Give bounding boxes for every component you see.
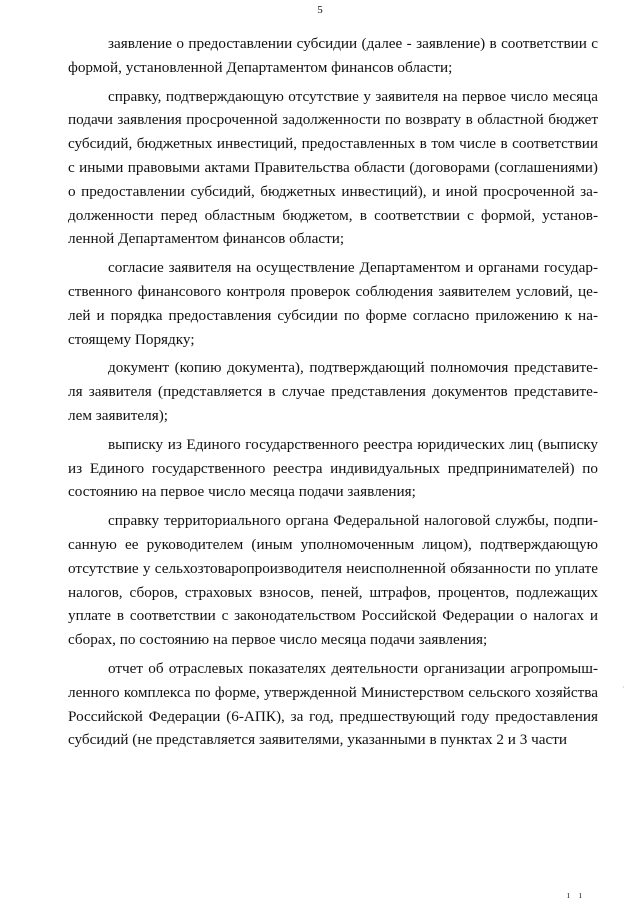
scan-mark: ı [567,890,570,901]
document-body [68,32,598,752]
scan-mark: ı [579,890,582,901]
paragraph-tax-certificate: справку территориального органа Федеральной налоговой службы, подписанную ее руководителем (иным уполномоченным лицом), подтверждающую отсутствие у сельхозтоваропроизводителя неисполненной обязанности по уплате налогов, сборов, страховых взносов, пеней, штрафов, процентов, подлежащих уплате в соответствии с законодательством Российской Федерации о налогах и сборах, по состоянию на первое число месяца подачи заявления; [68,512,598,649]
scan-mark: · [622,683,625,692]
paragraph-industry-report: отчет об отраслевых показателях деятельности организации агропромышленного комплекса по форме, утвержденной Министерством сельского хозяйства Российской Федерации (6-АПК), за год, предшествующий году предоставления субсидий (не представляется заявителями, указанными в пунктах 2 и 3 части [68,659,598,749]
paragraph-consent: согласие заявителя на осуществление Департаментом и органами государственного финансового контроля проверок соблюдения заявителем условий, целей и порядка предоставления субсидии по форме согласно приложению к настоящему Порядку; [68,259,598,348]
page-number: 5 [317,4,323,16]
paragraph-debt-certificate: справку, подтверждающую отсутствие у заявителя на первое число месяца подачи заявления просроченной задолженности по возврату в областной бюджет субсидий, бюджетных инвестиций, предоставленных в том числе в соответствии с иными правовыми актами Правительства области (договорами (соглашениями) о предоставлении субсидий, бюджетных инвестиций), и иной просроченной задолженности перед областным бюджетом, в соответствии с формой, установленной Департаментом финансов области; [68,87,598,248]
paragraph-registry-extract: выписку из Единого государственного реестра юридических лиц (выписку из Единого государственного реестра индивидуальных предпринимателей) по состоянию на первое число месяца подачи заявления; [68,435,598,501]
paragraph-authority-document: документ (копию документа), подтверждающий полномочия представителя заявителя (представляется в случае представления документов представителем заявителя); [68,359,598,424]
paragraph-application: заявление о предоставлении субсидии (далее - заявление) в соответствии с формой, установленной Департаментом финансов области; [68,35,598,76]
